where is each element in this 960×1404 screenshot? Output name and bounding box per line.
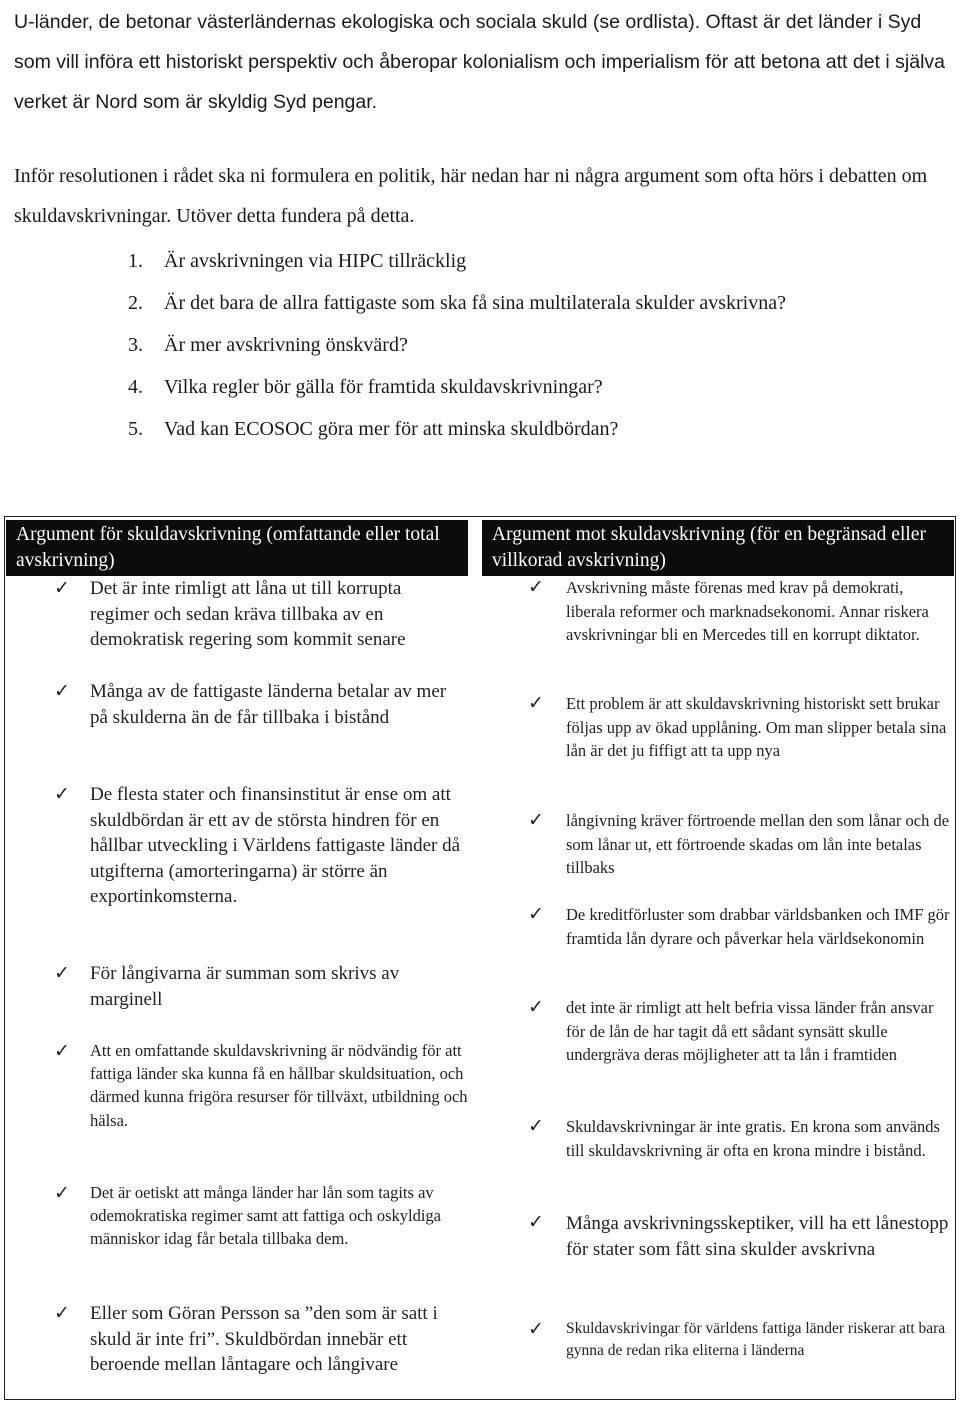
checkmark-icon: ✓ (54, 783, 70, 805)
argument-item (528, 1211, 950, 1262)
column-header-against: Argument mot skuldavskrivning (för en begränsad eller villkorad avskrivning) (482, 520, 954, 576)
argument-text: De kreditförluster som drabbar världsbanken och IMF gör framtida lån dyrare och påverkar hela världsekonomin (566, 905, 950, 948)
checkmark-icon: ✓ (528, 1318, 544, 1340)
question-item (128, 282, 928, 324)
checkmark-icon: ✓ (528, 903, 544, 925)
question-text: Vilka regler bör gälla för framtida skuldavskrivningar? (164, 376, 603, 398)
argument-text: Att en omfattande skuldavskrivning är nödvändig för att fattiga länder ska kunna få en hållbar skuldsituation, och därmed kunna frigöra resurser för tillväxt, utbildning och hälsa. (90, 1041, 468, 1130)
argument-item (528, 1318, 950, 1361)
argument-item (528, 903, 950, 950)
argument-item (54, 782, 462, 910)
header-separator (468, 520, 482, 576)
argument-item (54, 576, 462, 653)
checkmark-icon: ✓ (54, 1182, 70, 1204)
argument-item (528, 1115, 950, 1162)
checkmark-icon: ✓ (54, 1302, 70, 1324)
argument-item (54, 1039, 475, 1132)
checkmark-icon: ✓ (528, 1115, 544, 1137)
checkmark-icon: ✓ (528, 996, 544, 1018)
checkmark-icon: ✓ (54, 962, 70, 984)
intro-paragraph: U-länder, de betonar västerländernas ekologiska och sociala skuld (se ordlista). Oftast är det länder i Syd som vill införa ett historiskt perspektiv och åberopar kolonialism och imperialism för att betona att det i själva verket är Nord som är skyldig Syd pengar. (14, 11, 945, 113)
argument-item (54, 679, 462, 730)
question-text: Är det bara de allra fattigaste som ska få sina multilaterala skulder avskrivna? (164, 292, 786, 314)
checkmark-icon: ✓ (528, 692, 544, 714)
argument-item (528, 692, 950, 763)
question-number: 3. (128, 334, 143, 356)
checkmark-icon: ✓ (528, 1211, 544, 1233)
question-item (128, 408, 928, 450)
question-item (128, 240, 928, 282)
question-item (128, 324, 928, 366)
checkmark-icon: ✓ (54, 1040, 70, 1062)
argument-text: Ett problem är att skuldavskrivning historiskt sett brukar följas upp av ökad upplåning. Om man slipper betala sina lån är det ju fiffigt att ta upp nya (566, 694, 947, 760)
question-text: Är avskrivningen via HIPC tillräcklig (164, 250, 467, 272)
question-number: 4. (128, 376, 143, 398)
question-text: Vad kan ECOSOC göra mer för att minska skuldbördan? (164, 418, 619, 440)
argument-text: Eller som Göran Persson sa ”den som är satt i skuld är inte fri”. Skuldbördan innebär ett beroende mellan låntagare och långivare (90, 1303, 438, 1375)
checkmark-icon: ✓ (54, 680, 70, 702)
argument-text: Det är oetiskt att många länder har lån som tagits av odemokratiska regimer samt att fattiga och oskyldiga människor idag får betala tillbaka dem. (90, 1183, 441, 1249)
checkmark-icon: ✓ (528, 576, 544, 598)
question-number: 2. (128, 292, 143, 314)
argument-item (528, 576, 950, 647)
argument-text: För långivarna är summan som skrivs av marginell (90, 963, 400, 1010)
argument-text: Många avskrivningsskeptiker, vill ha ett lånestopp för stater som fått sina skulder avskrivna (566, 1213, 949, 1260)
argument-text: De flesta stater och finansinstitut är ense om att skuldbördan är ett av de största hindren för en hållbar utveckling i Världens fattigaste länder då utgifterna (amorteringarna) är större än exportinkomsterna. (90, 784, 461, 907)
argument-text: Skuldavskrivingar för världens fattiga länder riskerar att bara gynna de redan rika eliterna i länderna (566, 1320, 946, 1359)
argument-item (528, 996, 950, 1067)
argument-item (54, 961, 462, 1012)
question-text: Är mer avskrivning önskvärd? (164, 334, 408, 356)
argument-item (54, 1301, 470, 1378)
argument-text: långivning kräver förtroende mellan den som lånar och de som lånar ut, ett förtroende skadas om lån inte betalas tillbaks (566, 811, 950, 877)
checkmark-icon: ✓ (528, 809, 544, 831)
question-list (128, 240, 928, 450)
argument-text: Det är inte rimligt att låna ut till korrupta regimer och sedan kräva tillbaka av en demokratisk regering som kommit senare (90, 578, 406, 650)
question-number: 5. (128, 418, 143, 440)
question-item (128, 366, 928, 408)
checkmark-icon: ✓ (54, 577, 70, 599)
argument-text: det inte är rimligt att helt befria vissa länder från ansvar för de lån de har tagit då ett sådant synsätt skulle undergräva deras möjligheter att ta lån i framtiden (566, 998, 934, 1064)
argument-text: Skuldavskrivningar är inte gratis. En krona som används till skuldavskrivning är ofta en krona mindre i bistånd. (566, 1117, 940, 1160)
instructions-paragraph: Inför resolutionen i rådet ska ni formulera en politik, här nedan har ni några argument som ofta hörs i debatten om skuldavskrivningar. Utöver detta fundera på detta. (14, 165, 928, 227)
argument-text: Avskrivning måste förenas med krav på demokrati, liberala reformer och marknadsekonomi. Annar riskera avskrivningar bli en Mercedes till en korrupt diktator. (566, 578, 929, 644)
argument-item (528, 809, 950, 880)
question-number: 1. (128, 250, 143, 272)
column-header-for: Argument för skuldavskrivning (omfattande eller total avskrivning) (6, 520, 468, 576)
argument-item (54, 1181, 475, 1251)
argument-text: Många av de fattigaste länderna betalar av mer på skulderna än de får tillbaka i bistånd (90, 681, 447, 728)
